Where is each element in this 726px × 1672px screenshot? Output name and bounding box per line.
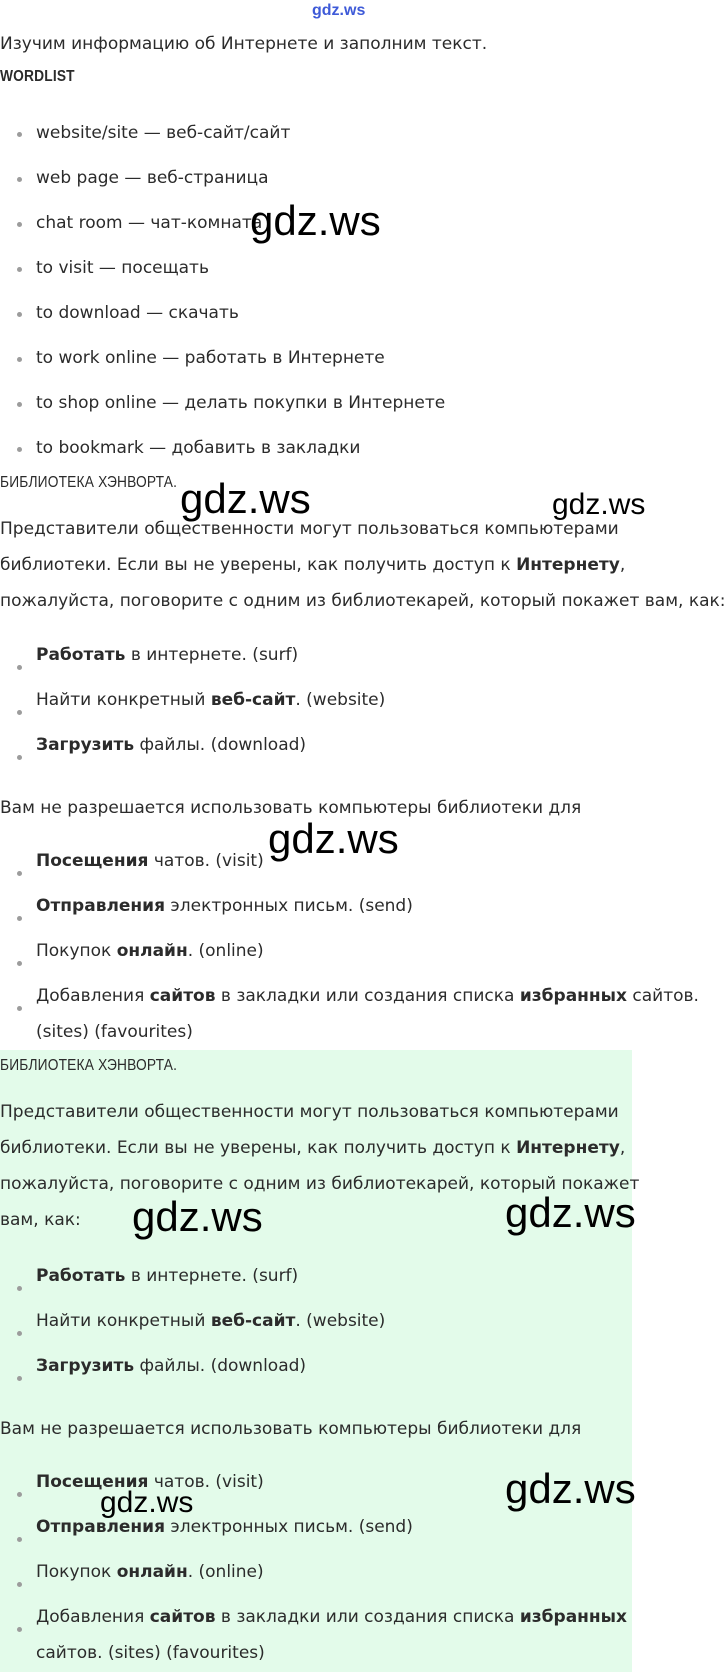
intro-text: Изучим информацию об Интернете и заполним текст. <box>0 34 488 54</box>
list-item: Работать в интернете. (surf) <box>36 645 299 665</box>
bullet-icon <box>17 402 22 407</box>
watermark: gdz.ws <box>250 197 381 244</box>
paragraph-line: пожалуйста, поговорите с одним из библиотекарей, который покажет <box>0 1174 640 1194</box>
bullet-icon <box>17 665 22 670</box>
list-item: to download — скачать <box>36 303 239 323</box>
watermark: gdz.ws <box>100 1486 194 1519</box>
watermark: gdz.ws <box>180 475 311 522</box>
list-item: Отправления электронных письм. (send) <box>36 1517 413 1537</box>
watermark: gdz.ws <box>312 2 366 19</box>
paragraph-line: библиотеки. Если вы не уверены, как получить доступ к Интернету, <box>0 555 626 575</box>
bullet-icon <box>17 916 22 921</box>
list-item-continuation: сайтов. (sites) (favourites) <box>36 1643 265 1663</box>
section-heading: БИБЛИОТЕКА ХЭНВОРТА. <box>0 474 178 491</box>
list-item: Найти конкретный веб-сайт. (website) <box>36 690 386 710</box>
list-item: Покупок онлайн. (online) <box>36 1562 264 1582</box>
list-item: Добавления сайтов в закладки или создания списка избранных сайтов. <box>36 986 699 1006</box>
bullet-icon <box>17 1006 22 1011</box>
bullet-icon <box>17 961 22 966</box>
list-item: chat room — чат-комната <box>36 213 263 233</box>
paragraph-line: Представители общественности могут пользоваться компьютерами <box>0 1102 619 1122</box>
bullet-icon <box>17 1627 22 1632</box>
watermark: gdz.ws <box>268 815 399 862</box>
bullet-icon <box>17 267 22 272</box>
list-item: web page — веб-страница <box>36 168 269 188</box>
list-item: Посещения чатов. (visit) <box>36 1472 264 1492</box>
bullet-icon <box>17 1331 22 1336</box>
section-heading: БИБЛИОТЕКА ХЭНВОРТА. <box>0 1057 178 1074</box>
list-item: Отправления электронных письм. (send) <box>36 896 413 916</box>
bullet-icon <box>17 177 22 182</box>
bullet-icon <box>17 222 22 227</box>
bullet-icon <box>17 447 22 452</box>
bullet-icon <box>17 1286 22 1291</box>
watermark: gdz.ws <box>505 1465 636 1512</box>
paragraph-line: вам, как: <box>0 1210 81 1230</box>
list-item: Работать в интернете. (surf) <box>36 1266 299 1286</box>
list-item: website/site — веб-сайт/сайт <box>36 123 291 143</box>
wordlist-heading: WORDLIST <box>0 68 75 85</box>
list-item-continuation: (sites) (favourites) <box>36 1022 193 1042</box>
bullet-icon <box>17 1537 22 1542</box>
paragraph-line: библиотеки. Если вы не уверены, как получить доступ к Интернету, <box>0 1138 626 1158</box>
bullet-icon <box>17 871 22 876</box>
bullet-icon <box>17 755 22 760</box>
bullet-icon <box>17 357 22 362</box>
paragraph-text: Вам не разрешается использовать компьютеры библиотеки для <box>0 1419 582 1439</box>
paragraph-text: Вам не разрешается использовать компьютеры библиотеки для <box>0 798 582 818</box>
list-item: Добавления сайтов в закладки или создания списка избранных <box>36 1607 628 1627</box>
list-item: Загрузить файлы. (download) <box>36 735 307 755</box>
paragraph-line: Представители общественности могут пользоваться компьютерами <box>0 519 619 539</box>
list-item: Посещения чатов. (visit) <box>36 851 264 871</box>
bullet-icon <box>17 1582 22 1587</box>
list-item: to shop online — делать покупки в Интернете <box>36 393 446 413</box>
watermark: gdz.ws <box>552 488 646 521</box>
list-item: to work online — работать в Интернете <box>36 348 385 368</box>
list-item: Покупок онлайн. (online) <box>36 941 264 961</box>
list-item: Загрузить файлы. (download) <box>36 1356 307 1376</box>
watermark: gdz.ws <box>132 1193 263 1240</box>
list-item: Найти конкретный веб-сайт. (website) <box>36 1311 386 1331</box>
bullet-icon <box>17 132 22 137</box>
list-item: to visit — посещать <box>36 258 209 278</box>
bullet-icon <box>17 710 22 715</box>
paragraph-line: пожалуйста, поговорите с одним из библиотекарей, который покажет вам, как: <box>0 591 726 611</box>
bullet-icon <box>17 1376 22 1381</box>
watermark: gdz.ws <box>505 1189 636 1236</box>
bullet-icon <box>17 1492 22 1497</box>
list-item: to bookmark — добавить в закладки <box>36 438 361 458</box>
bullet-icon <box>17 312 22 317</box>
